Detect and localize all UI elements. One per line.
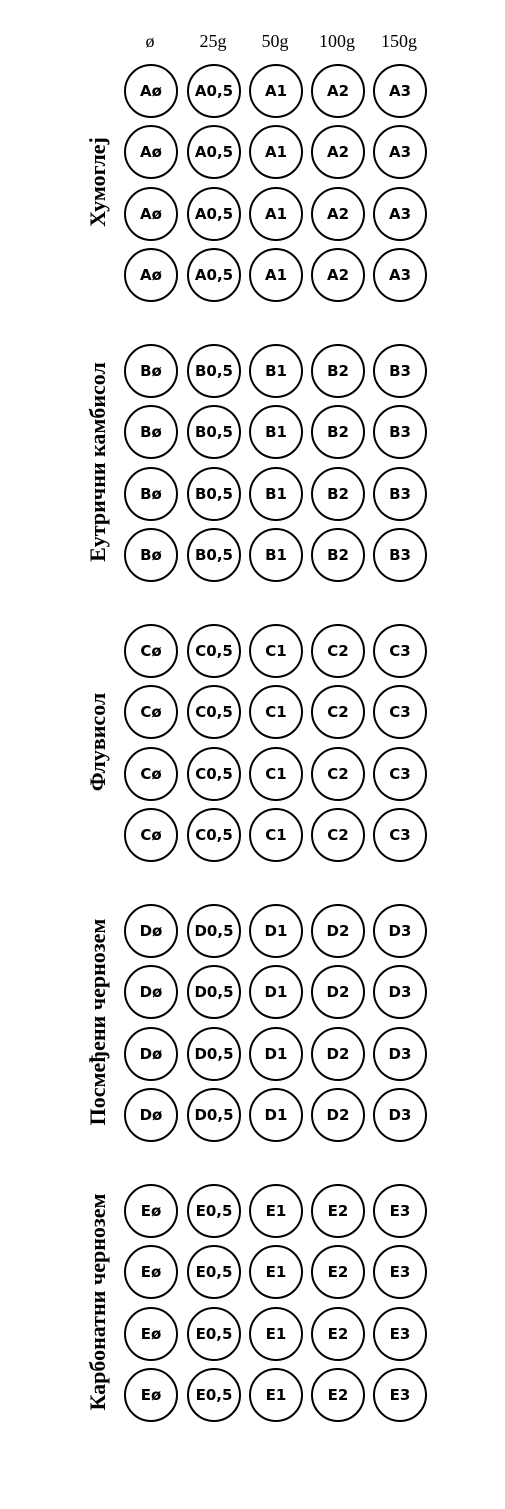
well-E-3: E2	[311, 1184, 365, 1238]
well-E-0: Eø	[124, 1245, 178, 1299]
well-A-1: A0,5	[187, 125, 241, 179]
well-E-3: E2	[311, 1307, 365, 1361]
column-header: 50g	[261, 31, 289, 51]
well-D-1: D0,5	[187, 965, 241, 1019]
well-D-4: D3	[373, 1088, 427, 1142]
well-B-0: Bø	[124, 344, 178, 398]
well-D-3: D2	[311, 965, 365, 1019]
well-E-0: Eø	[124, 1184, 178, 1238]
well-E-4: E3	[373, 1184, 427, 1238]
well-B-1: B0,5	[187, 528, 241, 582]
well-C-1: C0,5	[187, 747, 241, 801]
well-B-2: B1	[249, 405, 303, 459]
well-D-2: D1	[249, 904, 303, 958]
well-C-3: C2	[311, 808, 365, 862]
well-A-3: A2	[311, 64, 365, 118]
well-E-1: E0,5	[187, 1307, 241, 1361]
well-D-4: D3	[373, 904, 427, 958]
well-A-2: A1	[249, 125, 303, 179]
well-A-3: A2	[311, 125, 365, 179]
well-C-1: C0,5	[187, 808, 241, 862]
well-D-2: D1	[249, 965, 303, 1019]
well-A-4: A3	[373, 125, 427, 179]
well-E-2: E1	[249, 1245, 303, 1299]
well-A-0: Aø	[124, 248, 178, 302]
well-C-4: C3	[373, 747, 427, 801]
well-B-3: B2	[311, 344, 365, 398]
well-C-2: C1	[249, 685, 303, 739]
well-D-3: D2	[311, 1027, 365, 1081]
well-E-1: E0,5	[187, 1245, 241, 1299]
well-D-0: Dø	[124, 965, 178, 1019]
well-D-3: D2	[311, 1088, 365, 1142]
well-C-2: C1	[249, 808, 303, 862]
well-E-2: E1	[249, 1184, 303, 1238]
well-E-3: E2	[311, 1245, 365, 1299]
well-A-3: A2	[311, 248, 365, 302]
well-D-3: D2	[311, 904, 365, 958]
well-B-4: B3	[373, 467, 427, 521]
well-B-3: B2	[311, 405, 365, 459]
well-C-3: C2	[311, 624, 365, 678]
well-A-3: A2	[311, 187, 365, 241]
well-A-4: A3	[373, 187, 427, 241]
group-label-text: Хумоглеј	[85, 137, 110, 227]
well-A-4: A3	[373, 248, 427, 302]
well-A-2: A1	[249, 64, 303, 118]
well-E-4: E3	[373, 1307, 427, 1361]
well-B-1: B0,5	[187, 467, 241, 521]
well-D-1: D0,5	[187, 904, 241, 958]
well-C-0: Cø	[124, 624, 178, 678]
well-E-3: E2	[311, 1368, 365, 1422]
well-C-4: C3	[373, 685, 427, 739]
well-C-4: C3	[373, 624, 427, 678]
well-A-0: Aø	[124, 187, 178, 241]
well-C-0: Cø	[124, 747, 178, 801]
column-header: ø	[145, 31, 155, 51]
well-A-4: A3	[373, 64, 427, 118]
well-D-4: D3	[373, 965, 427, 1019]
well-C-3: C2	[311, 747, 365, 801]
well-C-2: C1	[249, 624, 303, 678]
group-label-text: Еутрични камбисол	[85, 362, 110, 562]
well-C-1: C0,5	[187, 685, 241, 739]
well-B-0: Bø	[124, 467, 178, 521]
well-E-2: E1	[249, 1368, 303, 1422]
well-E-1: E0,5	[187, 1184, 241, 1238]
well-B-3: B2	[311, 467, 365, 521]
well-B-2: B1	[249, 467, 303, 521]
well-A-1: A0,5	[187, 187, 241, 241]
column-header: 150g	[381, 31, 417, 51]
column-header: 100g	[319, 31, 355, 51]
well-C-1: C0,5	[187, 624, 241, 678]
column-header: 25g	[199, 31, 227, 51]
well-E-2: E1	[249, 1307, 303, 1361]
well-D-0: Dø	[124, 1027, 178, 1081]
well-D-0: Dø	[124, 1088, 178, 1142]
well-B-0: Bø	[124, 405, 178, 459]
well-B-1: B0,5	[187, 405, 241, 459]
well-B-2: B1	[249, 344, 303, 398]
group-label-text: Флувисол	[85, 692, 110, 792]
well-C-3: C2	[311, 685, 365, 739]
group-label-text: Посмеђени чернозем	[85, 918, 110, 1126]
well-E-0: Eø	[124, 1307, 178, 1361]
well-A-0: Aø	[124, 125, 178, 179]
well-D-2: D1	[249, 1027, 303, 1081]
well-E-1: E0,5	[187, 1368, 241, 1422]
well-D-1: D0,5	[187, 1088, 241, 1142]
well-B-4: B3	[373, 405, 427, 459]
well-B-0: Bø	[124, 528, 178, 582]
well-A-1: A0,5	[187, 248, 241, 302]
well-A-2: A1	[249, 248, 303, 302]
well-A-1: A0,5	[187, 64, 241, 118]
well-C-4: C3	[373, 808, 427, 862]
well-D-0: Dø	[124, 904, 178, 958]
well-D-2: D1	[249, 1088, 303, 1142]
well-A-0: Aø	[124, 64, 178, 118]
well-B-2: B1	[249, 528, 303, 582]
well-B-1: B0,5	[187, 344, 241, 398]
well-E-4: E3	[373, 1245, 427, 1299]
well-B-3: B2	[311, 528, 365, 582]
well-B-4: B3	[373, 528, 427, 582]
well-B-4: B3	[373, 344, 427, 398]
well-E-0: Eø	[124, 1368, 178, 1422]
well-D-1: D0,5	[187, 1027, 241, 1081]
well-C-0: Cø	[124, 808, 178, 862]
well-A-2: A1	[249, 187, 303, 241]
group-label-text: Карбонатни чернозем	[85, 1193, 110, 1411]
well-C-0: Cø	[124, 685, 178, 739]
well-D-4: D3	[373, 1027, 427, 1081]
well-C-2: C1	[249, 747, 303, 801]
well-E-4: E3	[373, 1368, 427, 1422]
